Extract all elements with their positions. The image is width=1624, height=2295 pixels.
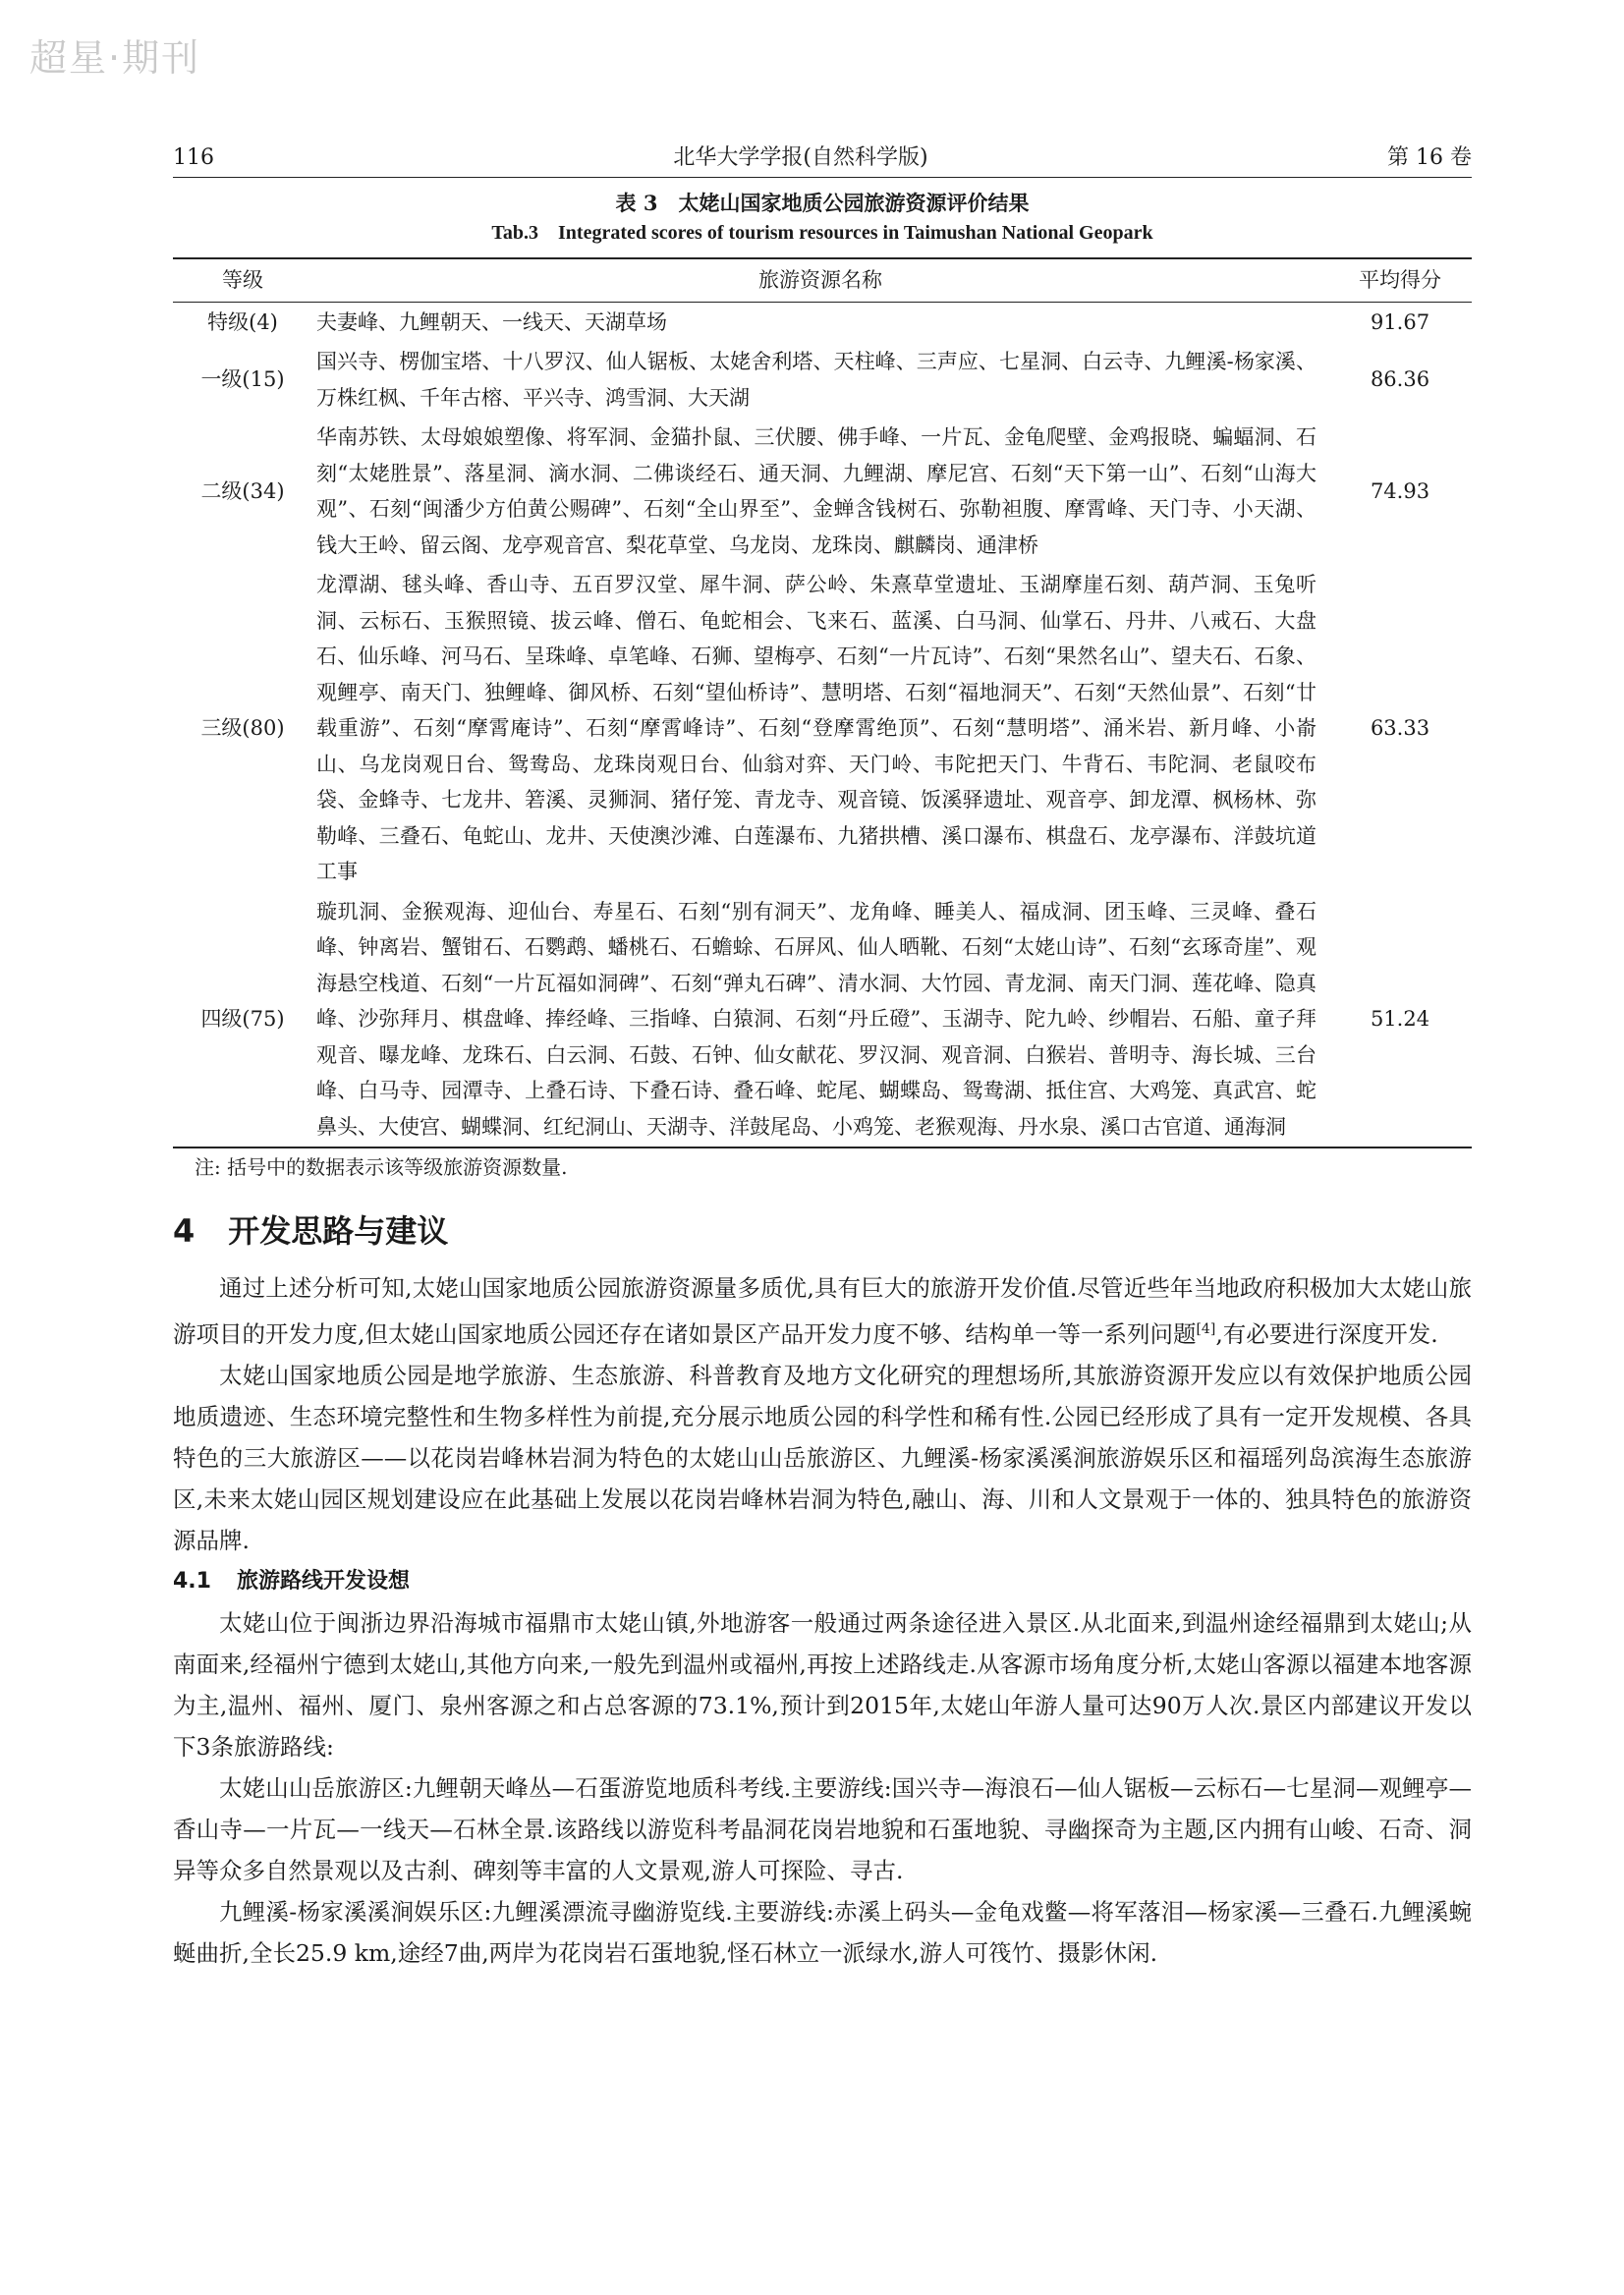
header-level: 等级: [173, 258, 312, 302]
subsection-number: 4.1: [173, 1568, 211, 1594]
table-caption-cn: 表 3 太姥山国家地质公园旅游资源评价结果: [615, 191, 1030, 215]
row-level: 三级(80): [200, 716, 285, 740]
watermark-logo: 超星·期刊: [29, 36, 201, 80]
row-names: 龙潭湖、毬头峰、香山寺、五百罗汉堂、犀牛洞、萨公岭、朱熹草堂遗址、玉湖摩崖石刻、葫芦洞、玉兔听洞、云标石、玉猴照镜、拔云峰、僧石、龟蛇相会、飞来石、蓝溪、白马洞、仙掌石、丹井、八戒石、大盘石、仙乐峰、河马石、呈珠峰、卓笔峰、石狮、望梅亭、石刻“一片瓦诗”、石刻“果然名山”、望夫石、石象、观鲤亭、南天门、独鲤峰、御风桥、石刻“望仙桥诗”、慧明塔、石刻“福地洞天”、石刻“天然仙景”、石刻“廿载重游”、石刻“摩霄庵诗”、石刻“摩霄峰诗”、石刻“登摩霄绝顶”、石刻“慧明塔”、涌米岩、新月峰、小嵛山、乌龙岗观日台、鸳鸯岛、龙珠岗观日台、仙翁对弈、天门岭、韦陀把天门、牛背石、韦陀洞、老鼠咬布袋、金蜂寺、七龙井、箬溪、灵狮洞、猪仔笼、青龙寺、观音镜、饭溪驿遗址、观音亭、卸龙潭、枫杨林、弥勒峰、三叠石、龟蛇山、龙井、天使澳沙滩、白莲瀑布、九猪拱槽、溪口瀑布、棋盘石、龙亭瀑布、洋鼓坑道工事: [316, 573, 1316, 883]
table-row: [173, 302, 1472, 342]
paragraph-text: ,有必要进行深度开发.: [1215, 1319, 1438, 1348]
subsection-heading: [173, 1561, 1472, 1602]
table-caption-en: Tab.3 Integrated scores of tourism resources in Taimushan National Geopark: [491, 222, 1153, 244]
table-row: [173, 565, 1472, 892]
table-caption: [173, 189, 1472, 248]
row-level: 一级(15): [200, 367, 285, 392]
row-score: 51.24: [1328, 892, 1472, 1148]
volume-label: 第 16 卷: [1387, 145, 1472, 170]
section-title: 开发思路与建议: [228, 1212, 449, 1250]
citation: [4]: [1196, 1321, 1216, 1337]
resource-table: [173, 257, 1472, 1148]
row-score: 91.67: [1370, 309, 1430, 334]
section-heading: [173, 1206, 448, 1252]
row-score: 63.33: [1370, 716, 1430, 740]
row-names: 夫妻峰、九鲤朝天、一线天、天湖草场: [316, 309, 667, 334]
header-names: 旅游资源名称: [312, 258, 1328, 302]
paragraph: [173, 1267, 1472, 1355]
row-names: 璇玑洞、金猴观海、迎仙台、寿星石、石刻“别有洞天”、龙角峰、睡美人、福成洞、团玉峰、三灵峰、叠石峰、钟离岩、蟹钳石、石鹦鹉、蟠桃石、石蟾蜍、石屏风、仙人晒靴、石刻“太姥山诗”、石刻“玄琢奇崖”、观海悬空栈道、石刻“一片瓦福如洞碑”、石刻“弹丸石碑”、清水洞、大竹园、青龙洞、南天门洞、莲花峰、隐真峰、沙弥拜月、棋盘峰、捧经峰、三指峰、白猿洞、石刻“丹丘磴”、玉湖寺、陀九岭、纱帽岩、石船、童子拜观音、曝龙峰、龙珠石、白云洞、石鼓、石钟、仙女献花、罗汉洞、观音洞、白猴岩、普明寺、海长城、三台峰、白马寺、园潭寺、上叠石诗、下叠石诗、叠石峰、蛇尾、蝴蝶岛、鸳鸯湖、抵住宫、大鸡笼、真武宫、蛇鼻头、大使宫、蝴蝶洞、红纪洞山、天湖寺、洋鼓尾岛、小鸡笼、老猴观海、丹水泉、溪口古官道、通海洞: [312, 892, 1328, 1148]
row-level: 二级(34): [200, 478, 285, 503]
header-score: 平均得分: [1328, 258, 1472, 302]
row-level: 特级(4): [207, 309, 278, 334]
paragraph: 太姥山国家地质公园是地学旅游、生态旅游、科普教育及地方文化研究的理想场所,其旅游资源开发应以有效保护地质公园地质遗迹、生态环境完整性和生物多样性为前提,充分展示地质公园的科学性和稀有性.公园已经形成了具有一定开发规模、各具特色的三大旅游区——以花岗岩峰林岩洞为特色的太姥山山岳旅游区、九鲤溪-杨家溪溪涧旅游娱乐区和福瑶列岛滨海生态旅游区,未来太姥山园区规划建设应在此基础上发展以花岗岩峰林岩洞为特色,融山、海、川和人文景观于一体的、独具特色的旅游资源品牌.: [173, 1361, 1472, 1554]
row-level: 四级(75): [173, 892, 312, 1148]
row-names: 国兴寺、楞伽宝塔、十八罗汉、仙人锯板、太姥舍利塔、天柱峰、三声应、七星洞、白云寺、九鲤溪-杨家溪、万株红枫、千年古榕、平兴寺、鸿雪洞、大天湖: [316, 350, 1316, 410]
subsection-title: 旅游路线开发设想: [236, 1568, 410, 1594]
page-number: 116: [173, 145, 214, 170]
row-names: 华南苏铁、太母娘娘塑像、将军洞、金猫扑鼠、三伏腰、佛手峰、一片瓦、金龟爬壁、金鸡报晓、蝙蝠洞、石刻“太姥胜景”、落星洞、滴水洞、二佛谈经石、通天洞、九鲤湖、摩尼宫、石刻“天下第一山”、石刻“山海大观”、石刻“闽潘少方伯黄公赐碑”、石刻“全山界至”、金蝉含钱树石、弥勒袒腹、摩霄峰、天门寺、小天湖、钱大王岭、留云阁、龙亭观音宫、梨花草堂、乌龙岗、龙珠岗、麒麟岗、通津桥: [316, 425, 1316, 557]
running-head: [173, 140, 1472, 178]
row-score: 86.36: [1370, 367, 1430, 392]
table-row: [173, 418, 1472, 565]
body-text: [173, 1267, 1472, 1974]
table-row: [173, 342, 1472, 418]
table-note: 注: 括号中的数据表示该等级旅游资源数量.: [195, 1155, 568, 1179]
table-row: [173, 892, 1472, 1148]
table-header-row: [173, 258, 1472, 302]
paragraph: 太姥山山岳旅游区:九鲤朝天峰丛—石蛋游览地质科考线.主要游线:国兴寺—海浪石—仙人锯板—云标石—七星洞—观鲤亭—香山寺—一片瓦—一线天—石林全景.该路线以游览科考晶洞花岗岩地貌和石蛋地貌、寻幽探奇为主题,区内拥有山峻、石奇、洞异等众多自然景观以及古刹、碑刻等丰富的人文景观,游人可探险、寻古.: [173, 1773, 1472, 1884]
row-score: 74.93: [1370, 478, 1430, 503]
journal-title: 北华大学学报(自然科学版): [673, 145, 928, 170]
section-number: 4: [173, 1212, 196, 1250]
paragraph-text: 通过上述分析可知,太姥山国家地质公园旅游资源量多质优,具有巨大的旅游开发价值.尽管近些年当地政府积极加大太姥山旅游项目的开发力度,但太姥山国家地质公园还存在诸如景区产品开发力度不够、结构单一等一系列问题: [173, 1274, 1472, 1348]
paragraph: 太姥山位于闽浙边界沿海城市福鼎市太姥山镇,外地游客一般通过两条途径进入景区.从北面来,到温州途经福鼎到太姥山;从南面来,经福州宁德到太姥山,其他方向来,一般先到温州或福州,再按上述路线走.从客源市场角度分析,太姥山客源以福建本地客源为主,温州、福州、厦门、泉州客源之和占总客源的73.1%,预计到2015年,太姥山年游人量可达90万人次.景区内部建议开发以下3条旅游路线:: [173, 1608, 1472, 1761]
paragraph: 九鲤溪-杨家溪溪涧娱乐区:九鲤溪漂流寻幽游览线.主要游线:赤溪上码头—金龟戏鳖—将军落泪—杨家溪—三叠石.九鲤溪蜿蜒曲折,全长25.9 km,途经7曲,两岸为花岗岩石蛋地貌,怪石林立一派绿水,游人可筏竹、摄影休闲.: [173, 1897, 1472, 1967]
